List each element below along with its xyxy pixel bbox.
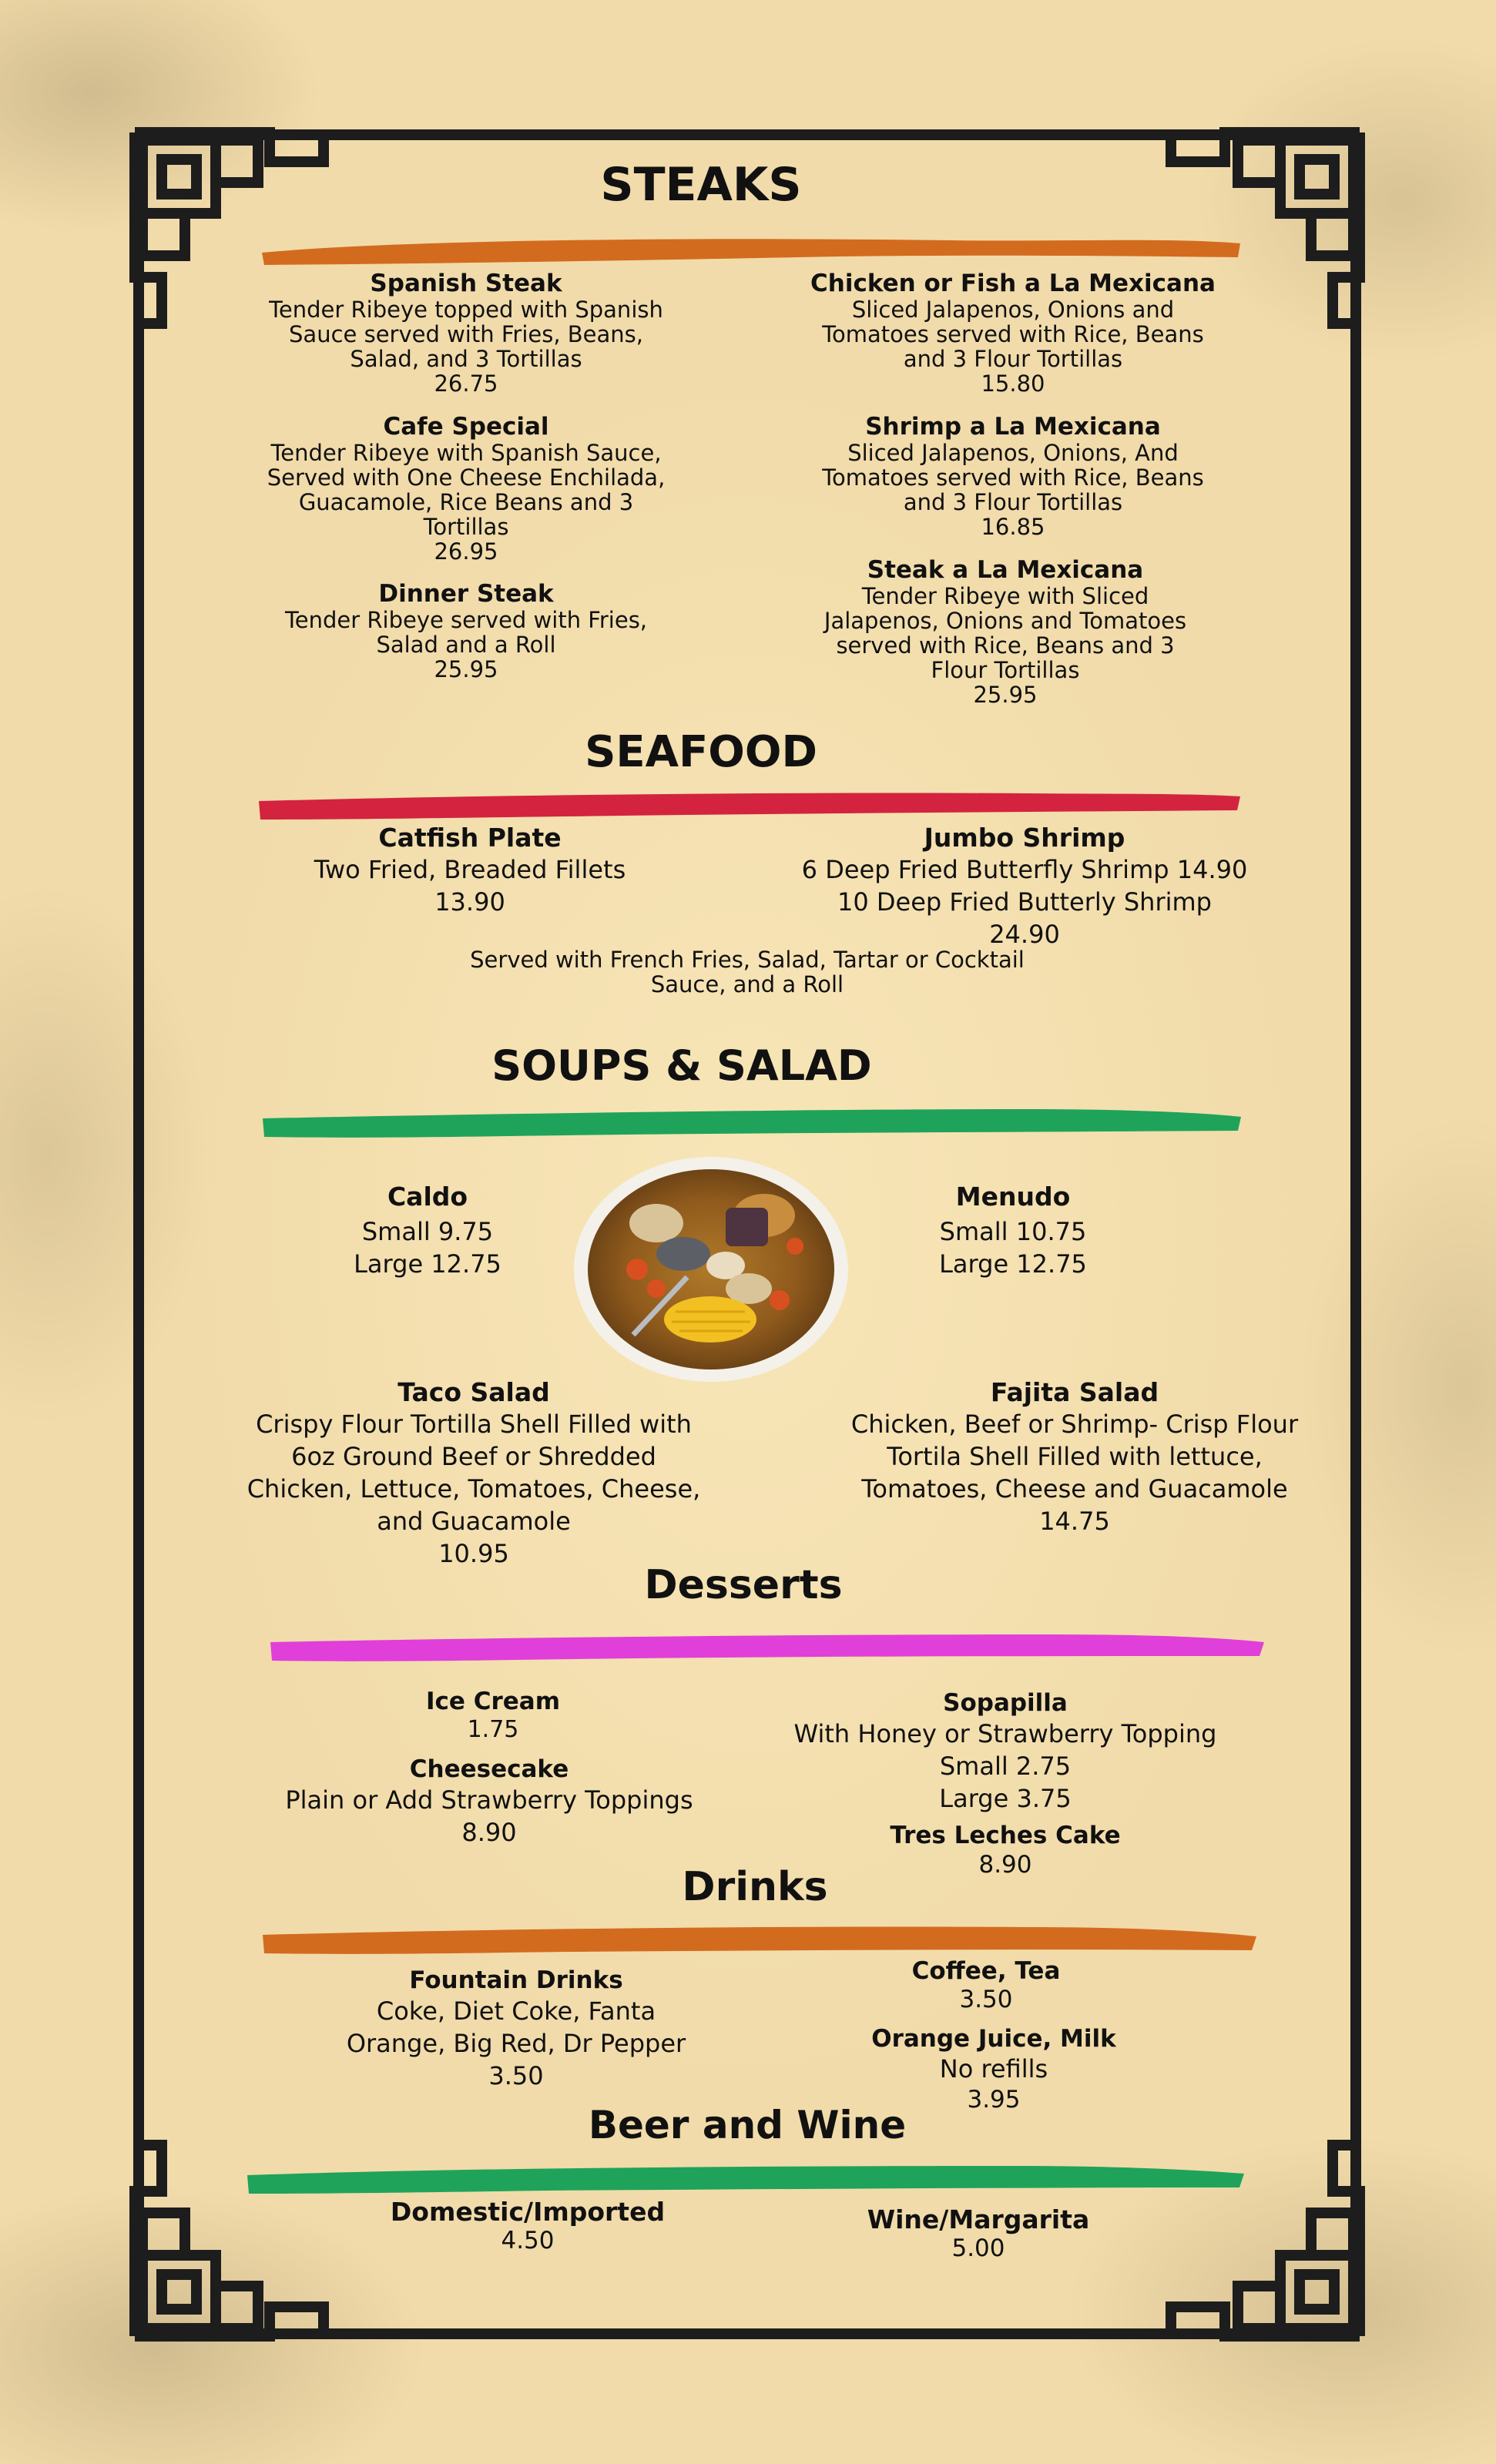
- item-description: Chicken, Beef or Shrimp- Crisp Flour Tortila Shell Filled with lettuce, Tomatoes, Cheese and Guacamole: [850, 1410, 1299, 1504]
- item-price: 8.90: [978, 1851, 1032, 1879]
- item-description: With Honey or Strawberry Topping: [793, 1719, 1217, 1748]
- menu-item-spanish-steak: [262, 270, 670, 396]
- desserts-heading: Desserts: [644, 1562, 843, 1608]
- item-name: Coffee, Tea: [911, 1957, 1061, 1985]
- menu-item-ice-cream: [347, 1687, 639, 1744]
- item-description: Sliced Jalapenos, Onions and Tomatoes served with Rice, Beans and 3 Flour Tortillas: [822, 297, 1204, 372]
- menu-item-sopapilla: [770, 1688, 1240, 1815]
- item-description: Sliced Jalapenos, Onions, And Tomatoes served with Rice, Beans and 3 Flour Tortillas: [822, 440, 1204, 515]
- item-description: No refills: [939, 2054, 1048, 2084]
- menu-item-domestic-imported: [362, 2197, 693, 2254]
- item-name: Caldo: [387, 1182, 468, 1212]
- menu-item-dinner-steak: [277, 580, 655, 682]
- item-name: Taco Salad: [397, 1377, 550, 1407]
- menu-item-shrimp-mexicana: [809, 413, 1217, 539]
- menu-item-jumbo-shrimp: [801, 823, 1248, 950]
- steaks-heading: STEAKS: [600, 158, 802, 212]
- menu-item-caldo: [308, 1178, 547, 1280]
- item-name: Steak a La Mexicana: [867, 556, 1144, 584]
- item-price-small: Small 2.75: [939, 1752, 1072, 1781]
- item-price: 26.75: [434, 370, 498, 397]
- item-price: 3.50: [959, 1986, 1013, 2013]
- menu-item-menudo: [894, 1178, 1132, 1280]
- item-name: Cafe Special: [383, 413, 549, 441]
- item-price-small: Small 9.75: [361, 1217, 494, 1246]
- drinks-heading: Drinks: [682, 1864, 828, 1910]
- item-price: 3.50: [488, 2061, 544, 2090]
- item-name: Shrimp a La Mexicana: [865, 413, 1161, 441]
- item-name: Tres Leches Cake: [890, 1822, 1121, 1849]
- item-price: 8.90: [461, 1818, 517, 1847]
- beer-wine-heading: Beer and Wine: [588, 2103, 907, 2147]
- item-price: 25.95: [973, 682, 1038, 708]
- soups-brush-stroke: [258, 1101, 1244, 1141]
- item-price: 1.75: [467, 1716, 519, 1743]
- item-price: 10.95: [438, 1539, 509, 1568]
- item-description: Coke, Diet Coke, Fanta Orange, Big Red, Dr Pepper: [346, 1996, 686, 2058]
- item-price: 26.95: [434, 538, 498, 565]
- item-price-line: 6 Deep Fried Butterfly Shrimp 14.90: [801, 855, 1248, 884]
- item-description: Tender Ribeye with Sliced Jalapenos, Onions and Tomatoes served with Rice, Beans and 3 Flour Tortillas: [823, 583, 1187, 683]
- beer-brush-stroke: [243, 2157, 1248, 2197]
- item-name: Spanish Steak: [370, 270, 562, 297]
- item-price: 13.90: [434, 887, 505, 917]
- menu-item-catfish-plate: [293, 823, 647, 918]
- menu-item-steak-mexicana: [809, 556, 1202, 707]
- steaks-brush-stroke: [258, 230, 1244, 267]
- item-name: Menudo: [955, 1182, 1071, 1212]
- item-name: Chicken or Fish a La Mexicana: [810, 270, 1216, 297]
- item-price-large: Large 12.75: [354, 1249, 501, 1279]
- item-price: 15.80: [981, 370, 1045, 397]
- note-text: Served with French Fries, Salad, Tartar or Cocktail Sauce, and a Roll: [470, 947, 1025, 997]
- item-price: 5.00: [951, 2234, 1005, 2262]
- item-price: 16.85: [981, 514, 1045, 540]
- item-price: 3.95: [967, 2086, 1021, 2114]
- menu-item-fountain-drinks: [300, 1966, 732, 2092]
- menu-item-taco-salad: [223, 1377, 724, 1570]
- item-name: Dinner Steak: [378, 580, 554, 608]
- soups-salad-heading: SOUPS & SALAD: [491, 1041, 872, 1090]
- menu-item-chicken-fish-mexicana: [801, 270, 1225, 396]
- menu-item-cheesecake: [262, 1755, 716, 1849]
- item-name: Orange Juice, Milk: [871, 2025, 1116, 2053]
- item-name: Jumbo Shrimp: [924, 823, 1125, 853]
- menu-item-cafe-special: [262, 413, 670, 564]
- menu-item-coffee-tea: [832, 1956, 1140, 2013]
- menu-item-orange-juice-milk: [832, 2024, 1156, 2115]
- item-name: Cheesecake: [409, 1755, 569, 1783]
- item-price: 4.50: [501, 2227, 555, 2254]
- seafood-heading: SEAFOOD: [585, 727, 817, 777]
- item-name: Domestic/Imported: [390, 2197, 666, 2227]
- soup-bowl-photo: [572, 1154, 850, 1385]
- item-name: Fajita Salad: [990, 1377, 1159, 1407]
- item-description: Plain or Add Strawberry Toppings: [285, 1785, 693, 1815]
- item-price: 14.75: [1039, 1507, 1110, 1536]
- item-name: Sopapilla: [943, 1689, 1068, 1717]
- menu-item-fajita-salad: [832, 1377, 1317, 1537]
- item-description: Tender Ribeye served with Fries, Salad and a Roll: [284, 607, 648, 658]
- item-name: Ice Cream: [425, 1688, 560, 1715]
- item-description: Crispy Flour Tortilla Shell Filled with 6oz Ground Beef or Shredded Chicken, Lettuce, Tomatoes, Cheese, and Guacamole: [247, 1410, 701, 1536]
- seafood-brush-stroke: [254, 784, 1244, 823]
- item-name: Catfish Plate: [378, 823, 562, 853]
- item-price-line: 10 Deep Fried Butterly Shrimp 24.90: [837, 887, 1212, 949]
- desserts-brush-stroke: [266, 1625, 1267, 1665]
- item-description: Tender Ribeye topped with Spanish Sauce served with Fries, Beans, Salad, and 3 Tortillas: [269, 297, 663, 372]
- item-price-small: Small 10.75: [939, 1217, 1087, 1246]
- item-name: Wine/Margarita: [867, 2204, 1090, 2234]
- item-description: Tender Ribeye with Spanish Sauce, Served with One Cheese Enchilada, Guacamole, Rice Beans and 3 Tortillas: [267, 440, 666, 540]
- item-name: Fountain Drinks: [409, 1966, 623, 1994]
- seafood-note: [455, 947, 1040, 997]
- item-description: Two Fried, Breaded Fillets: [314, 855, 626, 884]
- item-price-large: Large 3.75: [939, 1784, 1072, 1813]
- menu-item-wine-margarita: [824, 2204, 1132, 2261]
- drinks-brush-stroke: [258, 1918, 1260, 1958]
- item-price-large: Large 12.75: [939, 1249, 1087, 1279]
- item-price: 25.95: [434, 656, 498, 682]
